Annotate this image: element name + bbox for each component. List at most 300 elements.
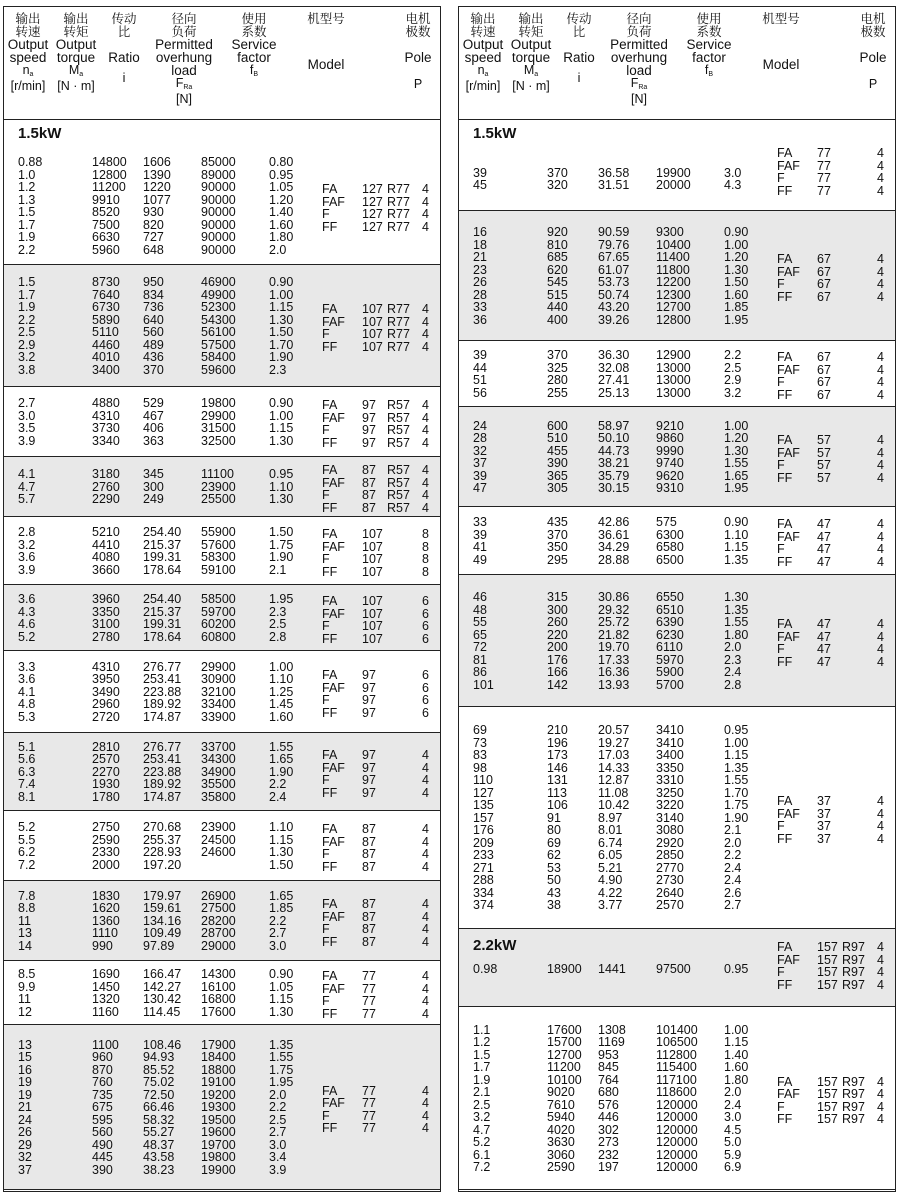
ratio-cell: 529 <box>143 396 164 410</box>
speed-cell: 33 <box>473 515 487 529</box>
model-size-cell: 127 <box>362 207 383 221</box>
section-title: 1.5kW <box>18 125 62 142</box>
ratio-cell: 249 <box>143 492 164 507</box>
factor-cell: 3.4 <box>269 1150 287 1165</box>
ratio-cell: 35.79 <box>598 468 630 483</box>
torque-cell: 1780 <box>92 789 120 804</box>
factor-cell: 1.80 <box>724 627 749 642</box>
header-load-sym: $F_{Ra}$ <box>630 76 648 91</box>
load-cell: 59600 <box>201 362 236 377</box>
header-speed-zh1: 输出 <box>470 12 496 26</box>
model-suffix-cell: R97 <box>842 977 865 992</box>
ratio-cell: 109.49 <box>143 926 182 941</box>
factor-cell: 5.9 <box>724 1147 742 1162</box>
ratio-column <box>598 420 629 495</box>
model-pole-column <box>422 528 429 578</box>
load-cell: 9740 <box>656 456 684 470</box>
model-suffix-cell: R77 <box>387 302 410 316</box>
model-pole-cell: 4 <box>877 252 884 266</box>
speed-column <box>18 890 35 953</box>
model-type-cell: F <box>322 327 330 341</box>
model-pole-cell: 4 <box>422 194 429 209</box>
speed-cell: 5.6 <box>18 752 36 767</box>
factor-cell: 1.95 <box>724 481 749 495</box>
ratio-cell: 30.15 <box>598 481 630 495</box>
factor-cell: 1.95 <box>269 592 294 606</box>
model-pole-cell: 4 <box>877 819 884 833</box>
model-pole-cell: 4 <box>422 314 429 329</box>
header-load-unit: [N] <box>176 91 192 106</box>
ratio-cell: 178.64 <box>143 562 182 577</box>
model-type-cell: FA <box>322 748 338 762</box>
factor-cell: 1.65 <box>724 468 749 483</box>
right-table-panel <box>458 6 896 1192</box>
model-size-cell: 107 <box>362 619 383 633</box>
speed-cell: 4.1 <box>18 467 36 482</box>
ratio-column <box>143 156 171 256</box>
factor-cell: 2.1 <box>724 823 742 838</box>
model-pole-cell: 8 <box>422 552 429 566</box>
factor-cell: 1.70 <box>724 785 749 800</box>
load-cell: 26900 <box>201 888 236 903</box>
model-size-column <box>362 749 376 799</box>
factor-column <box>724 591 748 691</box>
factor-cell: 1.30 <box>269 492 294 507</box>
ratio-cell: 75.02 <box>143 1075 175 1090</box>
torque-cell: 9020 <box>547 1085 575 1099</box>
ratio-cell: 5.21 <box>598 860 623 875</box>
factor-cell: 2.5 <box>269 617 287 631</box>
torque-cell: 3350 <box>92 604 120 619</box>
ratio-cell: 820 <box>143 217 164 232</box>
data-group <box>4 1025 440 1190</box>
speed-cell: 24 <box>18 1112 32 1127</box>
model-type-cell: F <box>777 542 785 556</box>
load-cell: 57500 <box>201 337 236 352</box>
load-column <box>201 741 236 804</box>
factor-cell: 1.70 <box>269 337 294 352</box>
torque-column <box>92 593 120 643</box>
factor-column <box>269 890 293 953</box>
header-ratio-zh2: 比 <box>117 24 131 39</box>
load-cell: 19600 <box>201 1125 236 1140</box>
factor-cell: 1.75 <box>724 798 749 813</box>
factor-cell: 1.35 <box>724 552 749 567</box>
torque-cell: 280 <box>547 373 568 387</box>
model-type-column <box>322 528 345 578</box>
model-pole-cell: 4 <box>877 542 884 556</box>
header-speed-sym: $n_a$ <box>477 63 489 78</box>
torque-cell: 200 <box>547 640 568 654</box>
model-suffix-cell: R97 <box>842 1112 865 1126</box>
model-size-column <box>362 399 376 449</box>
ratio-cell: 61.07 <box>598 262 630 277</box>
ratio-cell: 12.87 <box>598 773 630 788</box>
torque-cell: 305 <box>547 481 568 495</box>
header-torque-sub: a <box>534 71 539 78</box>
speed-cell: 86 <box>473 665 487 679</box>
model-suffix-cell: R57 <box>387 398 410 412</box>
load-column <box>656 349 691 399</box>
load-cell: 24600 <box>201 845 236 859</box>
model-suffix-cell: R77 <box>387 314 410 329</box>
speed-cell: 1.1 <box>473 1022 491 1037</box>
model-pole-cell: 4 <box>422 398 429 412</box>
model-pole-cell: 4 <box>422 488 429 502</box>
factor-cell: 1.30 <box>724 262 749 277</box>
load-cell: 46900 <box>201 275 236 289</box>
load-cell: 25500 <box>201 492 236 507</box>
model-type-cell: FAF <box>322 314 345 329</box>
header-torque-sym: $M_a$ <box>523 63 539 78</box>
factor-cell: 1.05 <box>269 979 294 994</box>
speed-cell: 55 <box>473 615 487 629</box>
ratio-cell: 20.57 <box>598 723 630 738</box>
header-model <box>296 13 356 71</box>
torque-column <box>92 526 120 576</box>
model-size-cell: 107 <box>362 539 383 554</box>
factor-cell: 1.35 <box>724 760 749 775</box>
ratio-column <box>598 591 629 691</box>
model-size-column <box>362 303 383 353</box>
load-column <box>201 821 236 871</box>
factor-cell: 1.80 <box>269 230 294 244</box>
speed-cell: 233 <box>473 848 494 863</box>
load-column <box>656 591 684 691</box>
model-size-cell: 77 <box>362 1096 376 1110</box>
factor-cell: 2.2 <box>269 913 287 928</box>
load-cell: 19200 <box>201 1087 236 1102</box>
speed-column <box>18 1039 32 1177</box>
model-type-column <box>322 595 345 645</box>
model-pole-cell: 4 <box>422 1083 429 1098</box>
model-pole-cell: 6 <box>422 705 429 720</box>
model-pole-cell: 4 <box>422 748 429 762</box>
ratio-cell: 36.30 <box>598 348 630 362</box>
model-suffix-cell: R77 <box>387 182 410 196</box>
model-type-cell: F <box>322 693 330 707</box>
model-suffix-cell: R57 <box>387 500 410 515</box>
model-size-cell: 47 <box>817 654 831 669</box>
header-factor-zh2: 系数 <box>696 24 722 39</box>
model-pole-cell: 4 <box>877 654 884 669</box>
speed-cell: 7.4 <box>18 777 36 792</box>
header-torque-unit: [N · m] <box>512 78 550 93</box>
speed-column <box>18 968 35 1018</box>
model-type-column <box>322 464 345 514</box>
data-group <box>459 147 895 211</box>
load-cell: 120000 <box>656 1110 698 1124</box>
model-pole-cell: 4 <box>877 794 884 808</box>
model-type-cell: FAF <box>322 680 345 695</box>
speed-cell: 3.6 <box>18 672 36 687</box>
torque-cell: 510 <box>547 431 568 445</box>
ratio-cell: 576 <box>598 1097 619 1112</box>
model-type-cell: FF <box>322 785 338 800</box>
ratio-cell: 50.74 <box>598 287 630 302</box>
speed-cell: 3.2 <box>473 1110 491 1124</box>
ratio-column <box>598 724 629 912</box>
load-cell: 3310 <box>656 773 684 788</box>
ratio-cell: 36.58 <box>598 165 630 180</box>
speed-cell: 18 <box>473 237 487 252</box>
factor-column <box>724 167 741 192</box>
speed-cell: 83 <box>473 748 487 763</box>
factor-cell: 2.9 <box>724 373 742 387</box>
load-column <box>201 1039 236 1177</box>
speed-cell: 41 <box>473 540 487 554</box>
header-load-en2: overhung <box>610 50 668 65</box>
model-pole-cell: 6 <box>422 693 429 707</box>
load-cell: 120000 <box>656 1147 698 1162</box>
torque-cell: 810 <box>547 237 568 252</box>
load-cell: 59700 <box>201 604 236 619</box>
torque-cell: 2290 <box>92 492 120 507</box>
torque-cell: 18900 <box>547 962 582 976</box>
speed-cell: 157 <box>473 810 494 825</box>
model-size-cell: 77 <box>817 158 831 173</box>
ratio-cell: 108.46 <box>143 1037 182 1052</box>
ratio-column <box>143 968 181 1018</box>
model-size-column <box>362 464 376 514</box>
load-cell: 58400 <box>201 350 236 364</box>
model-pole-cell: 4 <box>422 423 429 437</box>
factor-cell: 2.7 <box>269 926 287 941</box>
model-type-cell: FF <box>322 859 338 874</box>
torque-cell: 1110 <box>92 926 118 941</box>
ratio-cell: 1077 <box>143 192 171 207</box>
speed-cell: 0.88 <box>18 155 43 169</box>
model-size-column <box>817 618 831 668</box>
torque-cell: 295 <box>547 552 568 567</box>
ratio-cell: 560 <box>143 325 164 339</box>
section-title: 1.5kW <box>473 125 517 142</box>
torque-cell: 6730 <box>92 300 120 314</box>
factor-cell: 1.50 <box>269 857 294 872</box>
speed-cell: 3.5 <box>18 421 36 435</box>
model-pole-cell: 4 <box>422 475 429 490</box>
load-cell: 117100 <box>656 1072 697 1087</box>
factor-cell: 1.30 <box>724 443 749 458</box>
speed-column <box>473 420 487 495</box>
ratio-cell: 48.37 <box>143 1137 175 1152</box>
ratio-column <box>143 397 164 447</box>
load-cell: 89000 <box>201 167 236 182</box>
model-type-cell: F <box>322 773 330 787</box>
load-column <box>201 468 236 506</box>
load-cell: 32500 <box>201 433 236 448</box>
load-cell: 90000 <box>201 205 236 219</box>
model-size-cell: 97 <box>362 785 376 800</box>
header-model-spacer <box>751 26 811 58</box>
torque-cell: 2590 <box>92 832 120 847</box>
torque-cell: 3660 <box>92 562 120 577</box>
model-type-cell: FAF <box>777 529 800 544</box>
speed-cell: 4.3 <box>18 604 36 619</box>
model-pole-cell: 6 <box>422 680 429 695</box>
speed-column <box>473 167 487 192</box>
torque-cell: 390 <box>547 456 568 470</box>
load-cell: 9620 <box>656 468 684 483</box>
factor-cell: 1.60 <box>724 1060 749 1074</box>
factor-cell: 2.4 <box>269 789 287 804</box>
ratio-cell: 446 <box>598 1110 619 1124</box>
speed-column <box>473 1024 490 1174</box>
speed-column <box>473 591 494 691</box>
ratio-cell: 17.03 <box>598 748 630 763</box>
factor-cell: 2.4 <box>724 1097 742 1112</box>
ratio-cell: 27.41 <box>598 373 630 387</box>
torque-cell: 370 <box>547 348 568 362</box>
torque-cell: 53 <box>547 860 561 875</box>
load-cell: 115400 <box>656 1060 697 1074</box>
speed-cell: 1.7 <box>18 287 36 302</box>
load-cell: 17600 <box>201 1004 236 1019</box>
load-cell: 6300 <box>656 527 684 542</box>
ratio-cell: 189.92 <box>143 777 182 792</box>
torque-cell: 5960 <box>92 242 120 257</box>
model-suffix-cell: R97 <box>842 952 865 967</box>
model-suffix-cell: R57 <box>387 423 410 437</box>
header-torque-zh2: 转矩 <box>63 24 89 39</box>
model-pole-cell: 4 <box>877 362 884 377</box>
header-speed-en2: speed <box>464 50 502 65</box>
model-size-cell: 97 <box>362 423 376 437</box>
model-size-cell: 67 <box>817 362 831 377</box>
factor-cell: 1.90 <box>269 764 294 779</box>
factor-cell: 1.50 <box>269 525 294 539</box>
speed-column <box>18 468 35 506</box>
model-type-cell: F <box>322 207 330 221</box>
ratio-cell: 28.88 <box>598 552 630 567</box>
load-cell: 13000 <box>656 385 691 400</box>
factor-column <box>724 226 748 326</box>
torque-column <box>547 420 568 495</box>
model-type-cell: FA <box>777 350 793 364</box>
header-model-en: Model <box>307 56 345 72</box>
torque-cell: 62 <box>547 848 561 863</box>
factor-cell: 1.65 <box>269 752 294 767</box>
load-cell: 58300 <box>201 550 236 564</box>
load-column <box>656 167 691 192</box>
load-cell: 118600 <box>656 1085 697 1099</box>
model-type-column <box>322 1085 345 1135</box>
ratio-cell: 39.26 <box>598 312 630 327</box>
ratio-cell: 8.01 <box>598 823 623 838</box>
torque-cell: 515 <box>547 287 568 302</box>
model-size-column <box>362 669 376 719</box>
model-type-column <box>322 970 345 1020</box>
model-type-cell: FA <box>322 1083 338 1098</box>
load-cell: 120000 <box>656 1160 698 1174</box>
ratio-cell: 1169 <box>598 1035 625 1049</box>
load-column <box>656 226 691 326</box>
header-load-en1: Permitted <box>610 37 668 52</box>
header-speed-en2: speed <box>9 50 47 65</box>
speed-cell: 3.9 <box>18 562 36 577</box>
data-group <box>459 211 895 341</box>
model-pole-cell: 4 <box>877 458 884 472</box>
load-cell: 97500 <box>656 962 691 976</box>
model-type-column <box>322 669 345 719</box>
torque-cell: 4080 <box>92 550 120 564</box>
torque-cell: 17600 <box>547 1022 582 1037</box>
ratio-cell: 130.42 <box>143 992 182 1006</box>
speed-cell: 39 <box>473 348 487 362</box>
ratio-cell: 10.42 <box>598 798 630 813</box>
model-size-cell: 87 <box>362 859 376 874</box>
model-size-column <box>817 434 831 484</box>
torque-cell: 920 <box>547 225 568 239</box>
model-pole-cell: 4 <box>422 760 429 775</box>
model-pole-cell: 4 <box>877 433 884 447</box>
header-load-sub: Ra <box>183 84 193 91</box>
model-size-cell: 157 <box>817 965 838 979</box>
ratio-cell: 345 <box>143 467 164 482</box>
factor-cell: 1.20 <box>724 431 749 445</box>
load-cell: 60200 <box>201 617 236 631</box>
factor-cell: 0.95 <box>724 723 749 738</box>
factor-cell: 1.30 <box>269 312 294 327</box>
load-cell: 29900 <box>201 408 236 423</box>
speed-column <box>18 661 35 724</box>
load-cell: 12200 <box>656 275 691 289</box>
torque-cell: 560 <box>92 1125 113 1140</box>
model-size-cell: 107 <box>362 564 383 579</box>
ratio-cell: 215.37 <box>143 537 182 552</box>
model-size-cell: 157 <box>817 940 838 954</box>
ratio-cell: 197.20 <box>143 857 182 872</box>
model-pole-cell: 4 <box>877 183 884 198</box>
header-ratio-zh1: 传动 <box>111 12 137 26</box>
model-size-cell: 67 <box>817 289 831 304</box>
model-pole-cell: 4 <box>877 264 884 279</box>
model-type-cell: FF <box>322 934 338 949</box>
model-size-column <box>817 1076 838 1126</box>
factor-column <box>269 741 293 804</box>
speed-cell: 5.2 <box>18 820 36 834</box>
model-type-cell: F <box>777 171 785 185</box>
factor-column <box>724 724 748 912</box>
load-column <box>201 276 236 376</box>
model-suffix-cell: R57 <box>387 410 410 425</box>
factor-cell: 2.8 <box>724 677 742 692</box>
model-pole-cell: 4 <box>422 1121 429 1135</box>
load-cell: 5900 <box>656 665 684 679</box>
model-type-cell: FF <box>777 289 793 304</box>
factor-cell: 1.00 <box>724 418 749 433</box>
header-pole-en: Pole <box>404 50 432 65</box>
ratio-cell: 58.97 <box>598 418 630 433</box>
speed-cell: 3.8 <box>18 362 36 377</box>
model-pole-column <box>877 434 884 484</box>
load-cell: 3400 <box>656 748 684 763</box>
torque-cell: 12800 <box>92 167 127 182</box>
torque-cell: 4020 <box>547 1122 575 1137</box>
model-type-cell: FA <box>322 527 338 541</box>
data-group <box>4 651 440 733</box>
speed-cell: 1.5 <box>473 1047 491 1062</box>
factor-cell: 1.45 <box>269 697 294 712</box>
model-pole-column <box>422 464 429 514</box>
factor-cell: 0.90 <box>269 396 294 410</box>
ratio-cell: 90.59 <box>598 225 630 239</box>
torque-cell: 445 <box>92 1150 113 1165</box>
speed-column <box>18 821 35 871</box>
torque-cell: 4460 <box>92 337 120 352</box>
load-cell: 120000 <box>656 1135 698 1149</box>
model-size-cell: 57 <box>817 458 831 472</box>
